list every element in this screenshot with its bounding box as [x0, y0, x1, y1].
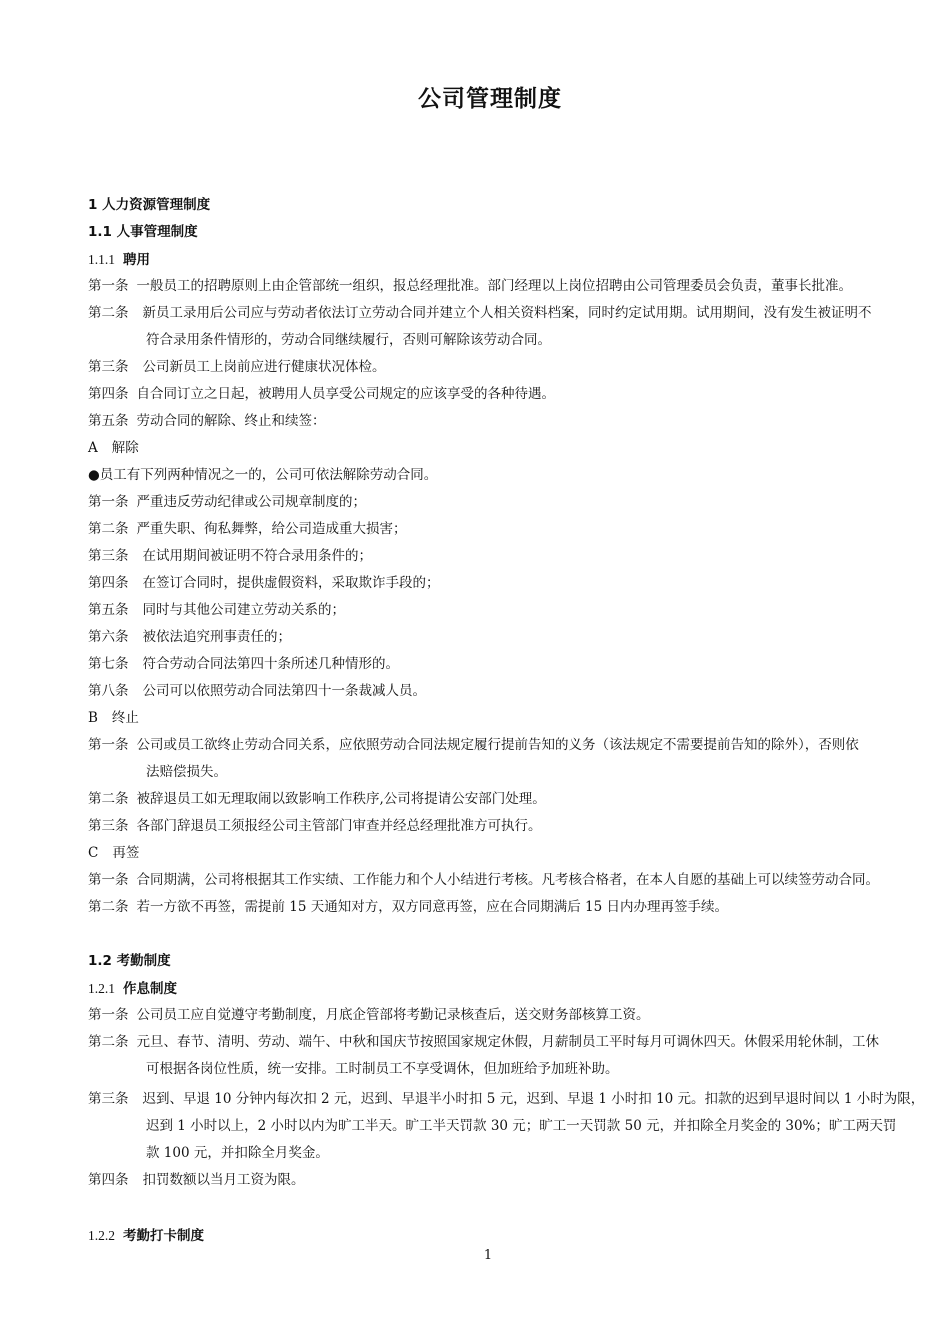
article-text: 公司员工应自觉遵守考勤制度，月底企管部将考勤记录核查后，送交财务部核算工资。: [136, 1007, 650, 1023]
article-text: 合同期满，公司将根据其工作实绩、工作能力和个人小结进行考核。凡考核合格者，在本人自愿的基础上可以续签劳动合同。: [136, 872, 879, 888]
article-label: 第七条: [88, 656, 129, 672]
article-text: 被依法追究刑事责任的；: [142, 629, 291, 645]
article-continuation: 可根据各岗位性质，统一安排。工时制员工不享受调休，但加班给予加班补助。: [146, 1061, 619, 1077]
article-text: 扣罚数额以当月工资为限。: [142, 1172, 305, 1188]
article-line: [88, 786, 546, 813]
article-label: 第四条: [88, 1172, 129, 1188]
section-text: 作息制度: [123, 981, 177, 997]
article-line: [88, 651, 399, 678]
article-text: 劳动合同的解除、终止和续签：: [136, 413, 326, 429]
section-number: 1.2.2: [88, 1228, 115, 1243]
article-line: [88, 597, 345, 624]
section-heading-1: 1 人力资源管理制度: [88, 197, 211, 213]
subsection-text: 终止: [111, 710, 139, 726]
article-label: 第二条: [88, 791, 129, 807]
subsection-text: 解除: [111, 440, 139, 456]
section-number: 1.2.1: [88, 981, 115, 996]
bullet-line: ●员工有下列两种情况之一的，公司可依法解除劳动合同。: [88, 467, 438, 483]
section-number: 1.1.1: [88, 252, 115, 267]
subsection-letter: C: [88, 845, 99, 861]
section-text: 聘用: [123, 252, 150, 268]
article-text: 同时与其他公司建立劳动关系的；: [142, 602, 345, 618]
article-continuation: 符合录用条件情形的，劳动合同继续履行，否则可解除该劳动合同。: [146, 332, 551, 348]
article-continuation: 款 100 元，并扣除全月奖金。: [146, 1145, 329, 1161]
article-line: [88, 1086, 924, 1113]
article-line: [88, 1002, 650, 1029]
article-line: [88, 867, 879, 894]
article-label: 第二条: [88, 305, 129, 321]
section-heading-1-2: 1.2 考勤制度: [88, 953, 171, 969]
article-line: [88, 813, 542, 840]
article-label: 第三条: [88, 1091, 129, 1107]
article-line: [88, 678, 426, 705]
section-text: 考勤打卡制度: [123, 1228, 204, 1244]
article-text: 若一方欲不再签，需提前 15 天通知对方，双方同意再签，应在合同期满后 15 日内办理再签手续。: [136, 899, 729, 915]
article-line: [88, 732, 859, 759]
article-continuation: 迟到 1 小时以上，2 小时以内为旷工半天。旷工半天罚款 30 元；旷工一天罚款 50 元，并扣除全月奖金的 30%；旷工两天罚: [146, 1118, 897, 1134]
article-line: [88, 300, 872, 327]
article-text: 迟到、早退 10 分钟内每次扣 2 元，迟到、早退半小时扣 5 元，迟到、早退 1 小时扣 10 元。扣款的迟到早退时间以 1 小时为限，: [142, 1091, 925, 1107]
article-label: 第一条: [88, 737, 129, 753]
article-text: 各部门辞退员工须报经公司主管部门审查并经总经理批准方可执行。: [136, 818, 542, 834]
subsection-letter: B: [88, 710, 98, 726]
article-text: 被辞退员工如无理取闹以致影响工作秩序,公司将提请公安部门处理。: [136, 791, 546, 807]
article-label: 第一条: [88, 1007, 129, 1023]
article-text: 符合劳动合同法第四十条所述几种情形的。: [142, 656, 399, 672]
article-text: 新员工录用后公司应与劳动者依法订立劳动合同并建立个人相关资料档案，同时约定试用期。试用期间，没有发生被证明不: [142, 305, 872, 321]
article-line: [88, 624, 291, 651]
article-line: [88, 1167, 305, 1194]
article-line: [88, 543, 372, 570]
article-text: 公司或员工欲终止劳动合同关系，应依照劳动合同法规定履行提前告知的义务（该法规定不需要提前告知的除外），否则依: [136, 737, 859, 753]
article-label: 第五条: [88, 413, 129, 429]
article-line: [88, 273, 852, 300]
subsection-c: [88, 840, 139, 867]
article-label: 第五条: [88, 602, 129, 618]
article-line: [88, 894, 728, 921]
article-label: 第三条: [88, 548, 129, 564]
section-heading-1-2-2: [88, 1222, 204, 1250]
article-label: 第二条: [88, 899, 129, 915]
article-label: 第一条: [88, 872, 129, 888]
article-label: 第三条: [88, 818, 129, 834]
article-label: 第三条: [88, 359, 129, 375]
page-number: 1: [483, 1248, 493, 1263]
article-label: 第八条: [88, 683, 129, 699]
article-continuation: 法赔偿损失。: [146, 764, 227, 780]
subsection-text: 再签: [112, 845, 140, 861]
article-line: [88, 489, 366, 516]
article-text: 在签订合同时，提供虚假资料，采取欺诈手段的；: [142, 575, 440, 591]
article-text: 自合同订立之日起，被聘用人员享受公司规定的应该享受的各种待遇。: [136, 386, 555, 402]
article-text: 严重失职、徇私舞弊，给公司造成重大损害；: [136, 521, 407, 537]
subsection-b: [88, 705, 139, 732]
article-text: 一般员工的招聘原则上由企管部统一组织，报总经理批准。部门经理以上岗位招聘由公司管理委员会负责，董事长批准。: [136, 278, 852, 294]
article-text: 公司可以依照劳动合同法第四十一条裁减人员。: [142, 683, 426, 699]
article-label: 第四条: [88, 575, 129, 591]
article-label: 第一条: [88, 494, 129, 510]
article-line: [88, 408, 326, 435]
section-heading-1-1: 1.1 人事管理制度: [88, 224, 198, 240]
article-text: 在试用期间被证明不符合录用条件的；: [142, 548, 372, 564]
section-heading-1-1-1: [88, 246, 150, 274]
article-line: [88, 516, 407, 543]
article-line: [88, 354, 386, 381]
article-text: 公司新员工上岗前应进行健康状况体检。: [142, 359, 386, 375]
page-title: 公司管理制度: [418, 86, 562, 112]
article-line: [88, 570, 440, 597]
article-text: 严重违反劳动纪律或公司规章制度的；: [136, 494, 366, 510]
article-label: 第二条: [88, 1034, 129, 1050]
article-label: 第六条: [88, 629, 129, 645]
article-label: 第四条: [88, 386, 129, 402]
article-label: 第二条: [88, 521, 129, 537]
article-text: 元旦、春节、清明、劳动、端午、中秋和国庆节按照国家规定休假，月薪制员工平时每月可调休四天。休假采用轮休制，工休: [136, 1034, 879, 1050]
article-line: [88, 1029, 879, 1056]
section-heading-1-2-1: [88, 975, 177, 1003]
subsection-a: [88, 435, 139, 462]
article-line: [88, 381, 555, 408]
article-label: 第一条: [88, 278, 129, 294]
subsection-letter: A: [88, 440, 98, 456]
